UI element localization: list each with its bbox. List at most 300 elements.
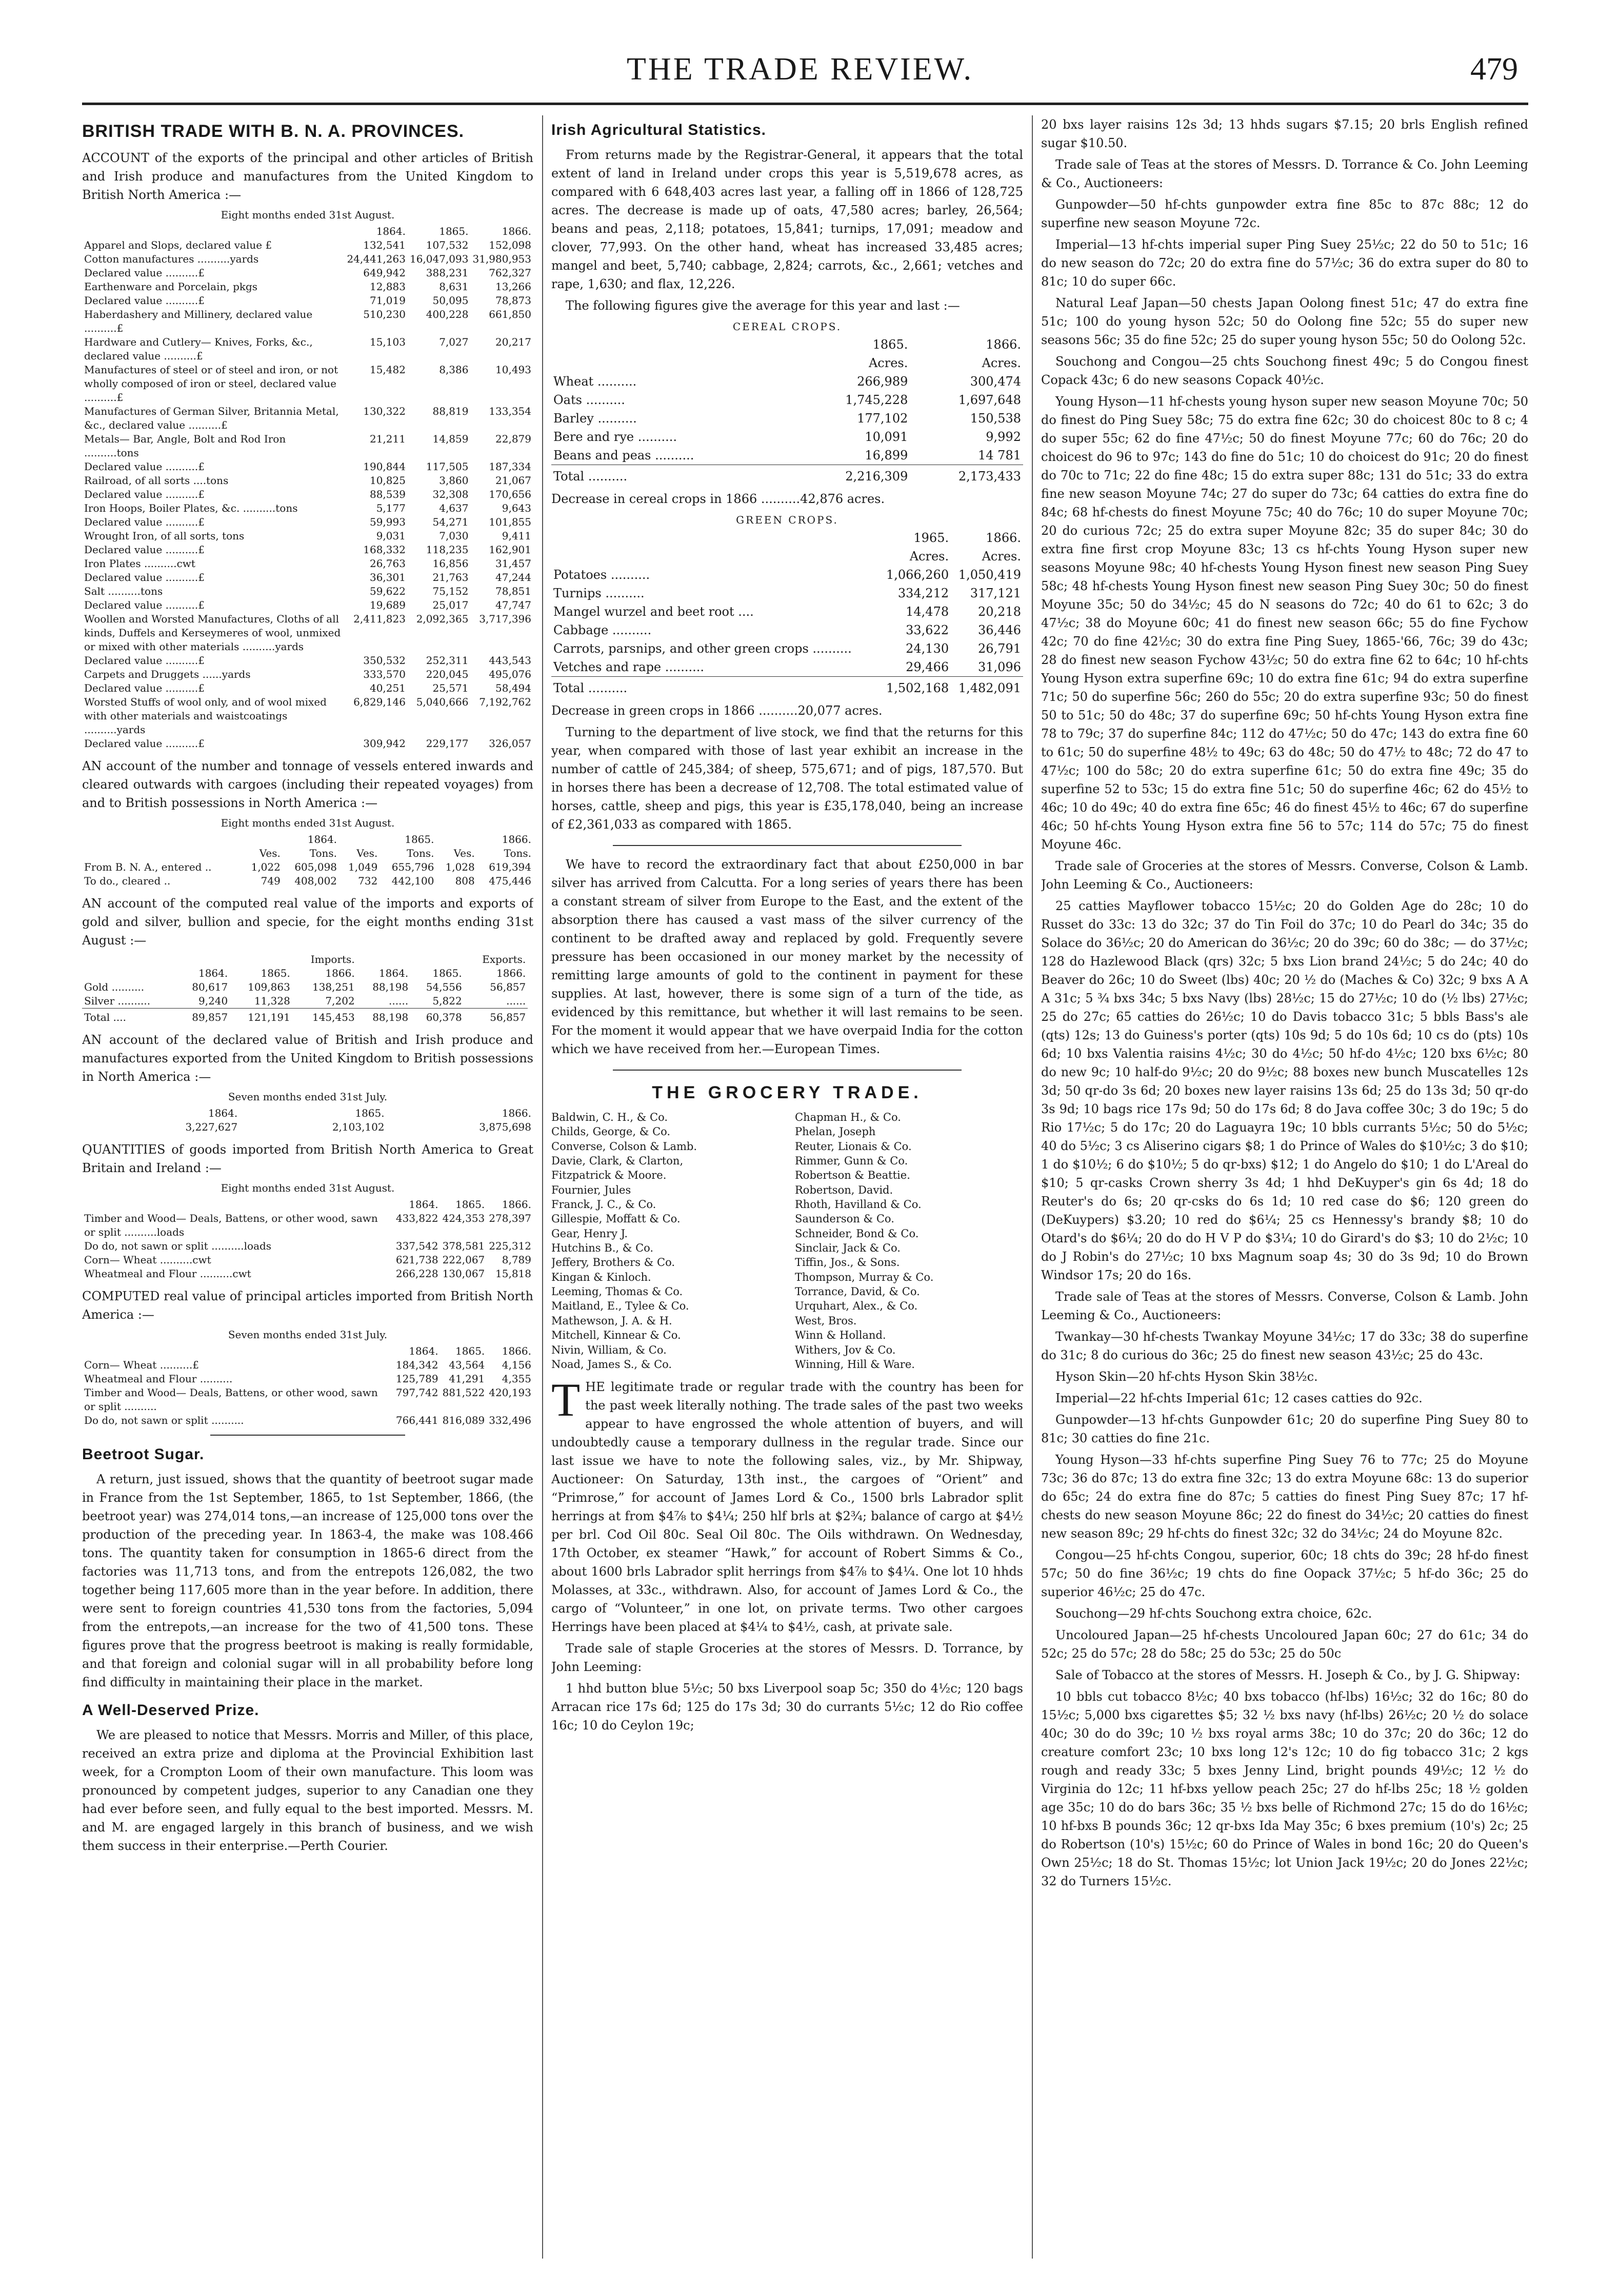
- table-row: [82, 557, 533, 571]
- declared-value-table: [82, 1106, 533, 1134]
- table-cell: 31,457: [495, 557, 531, 570]
- table-cell: 88,819: [432, 405, 469, 417]
- page-number: 479: [1470, 52, 1518, 87]
- table-cell: 162,901: [489, 543, 531, 556]
- table-cell: Declared value ..........£: [84, 543, 205, 556]
- table-row: [551, 639, 1023, 658]
- list-item: Baldwin, C. H., & Co.: [551, 1111, 668, 1123]
- table-cell: 21,067: [495, 474, 531, 487]
- table-cell: 1865.: [439, 225, 469, 237]
- table-row: [82, 860, 533, 874]
- table-cell: 278,397: [489, 1212, 531, 1224]
- table-cell: Tons.: [504, 847, 531, 859]
- table-cell: Vetches and rape ..........: [553, 660, 705, 674]
- table-cell: 1866.: [325, 967, 355, 979]
- table-row: [82, 1358, 533, 1372]
- beetroot-heading: Beetroot Sugar.: [82, 1446, 205, 1463]
- table-cell: 605,098: [294, 861, 337, 873]
- list-item: Torrance, David, & Co.: [795, 1285, 920, 1298]
- list-item: Gillespie, Moffatt & Co.: [551, 1213, 681, 1225]
- table-cell: 47,244: [495, 571, 531, 583]
- table-cell: 1,745,228: [845, 393, 908, 407]
- table-row: [82, 1106, 533, 1120]
- table-cell: Declared value ..........£: [84, 737, 205, 750]
- table-row: [82, 1239, 533, 1253]
- table-cell: 475,446: [489, 875, 531, 887]
- table-row: [82, 543, 533, 557]
- table-row: [82, 460, 533, 474]
- table-cell: 29,466: [906, 660, 949, 674]
- table-cell: [242, 833, 283, 847]
- cereal-crops-table: [551, 335, 1023, 486]
- table-cell: 118,235: [426, 543, 469, 556]
- table-row: [551, 658, 1023, 677]
- table-cell: 26,791: [978, 641, 1021, 656]
- table-row: [82, 252, 533, 266]
- table-row: [551, 584, 1023, 602]
- table-row: [82, 1414, 533, 1427]
- table-cell: Oats ..........: [553, 393, 625, 407]
- table-cell: 1866.: [502, 1107, 531, 1119]
- list-item: Tiffin, Jos., & Sons.: [795, 1256, 900, 1269]
- table-row: [82, 308, 533, 335]
- table-cell: 36,446: [978, 623, 1021, 637]
- table-row: [82, 1198, 533, 1212]
- table-cell: 1965.: [913, 531, 949, 545]
- table-cell: 1864.: [409, 1198, 438, 1211]
- table-cell: 130,067: [442, 1267, 485, 1280]
- table-cell: 125,789: [395, 1373, 438, 1385]
- table-cell: 252,311: [426, 654, 469, 667]
- table-cell: 9,031: [376, 530, 406, 542]
- table-cell: Wheat ..........: [553, 374, 637, 389]
- table-row: [82, 1372, 533, 1386]
- table-cell: 621,738: [395, 1254, 438, 1266]
- table-row: [82, 598, 533, 612]
- table-row: [82, 363, 533, 405]
- table-cell: 1866.: [986, 531, 1021, 545]
- table-cell: 749: [261, 875, 281, 887]
- table-cell: 1864.: [208, 1107, 238, 1119]
- table-row: [551, 354, 1023, 372]
- table-cell: 1865.: [872, 337, 908, 352]
- table-cell: 1,049: [348, 861, 378, 873]
- table-cell: Acres.: [982, 356, 1021, 370]
- table-cell: 1865.: [261, 967, 290, 979]
- table-cell: 350,532: [363, 654, 406, 667]
- table-cell: Do do, not sawn or split ..........: [84, 1414, 244, 1426]
- table-cell: 121,191: [230, 1009, 292, 1025]
- table-cell: [551, 354, 797, 372]
- table-cell: 1,482,091: [951, 677, 1023, 698]
- firms-list: [551, 1110, 1023, 1372]
- cereal-decrease: Decrease in cereal crops in 1866 ..........42,876 acres.: [551, 492, 885, 506]
- table-cell: 1865.: [455, 1198, 485, 1211]
- table-cell: [82, 1344, 394, 1358]
- table-cell: ......: [506, 995, 526, 1007]
- table-cell: 1866.: [986, 337, 1021, 352]
- table-cell: 7,027: [439, 336, 469, 348]
- table-cell: 25,017: [432, 599, 469, 611]
- table-cell: Mangel wurzel and beet root ....: [553, 605, 754, 619]
- list-item: Mathewson, J. A. & H.: [551, 1314, 672, 1327]
- table-cell: Silver ..........: [84, 995, 151, 1007]
- table-cell: Apparel and Slops, declared value £: [84, 239, 272, 251]
- table-cell: 808: [455, 875, 475, 887]
- table-row: [551, 677, 1023, 698]
- table-cell: Hardware and Cutlery— Knives, Forks, &c., declared value ..........£: [84, 336, 313, 362]
- table-cell: Declared value ..........£: [84, 294, 205, 307]
- table-row: [82, 1009, 533, 1025]
- table-cell: 7,202: [325, 995, 355, 1007]
- green-crops-title: GREEN CROPS.: [736, 514, 838, 526]
- table-cell: Wrought Iron, of all sorts, tons: [84, 530, 245, 542]
- table-cell: Declared value ..........£: [84, 267, 205, 279]
- table-cell: 1864.: [198, 967, 228, 979]
- table-cell: 317,121: [970, 586, 1021, 600]
- table-cell: 21,763: [432, 571, 469, 583]
- table-cell: [551, 335, 797, 354]
- table-cell: Manufactures of steel or of steel and iron, or not wholly composed of iron or steel, declared value ..........£: [84, 364, 338, 404]
- table-cell: [82, 225, 345, 238]
- list-item: Phelan, Joseph: [795, 1125, 876, 1138]
- table-cell: [82, 833, 242, 847]
- table-row: [82, 405, 533, 432]
- table-cell: 50,095: [432, 294, 469, 307]
- table-row: [551, 372, 1023, 391]
- table-cell: Iron Plates ..........cwt: [84, 557, 195, 570]
- column-3: [1041, 115, 1528, 2259]
- table-cell: 138,251: [312, 981, 355, 993]
- table-cell: 1,697,648: [958, 393, 1021, 407]
- computed-value-caption: Seven months ended 31st July.: [228, 1328, 388, 1341]
- exports-caption: Eight months ended 31st August.: [221, 209, 395, 221]
- table-cell: 10,825: [369, 474, 406, 487]
- table-row: [551, 409, 1023, 428]
- grocery-sale-intro: Trade sale of staple Groceries at the stores of Messrs. D. Torrance, by John Leeming:: [551, 1641, 1023, 1675]
- table-row: [82, 335, 533, 363]
- table-cell: 1866.: [502, 1198, 531, 1211]
- table-cell: Total ....: [82, 1009, 176, 1025]
- sale-paragraph: Gunpowder—13 hf-chts Gunpowder 61c; 20 do superfine Ping Suey 80 to 81c; 30 catties do fine 21c.: [1041, 1413, 1528, 1445]
- table-cell: 19,689: [369, 599, 406, 611]
- table-row: [82, 953, 533, 966]
- green-decrease: Decrease in green crops in 1866 ..........20,077 acres.: [551, 703, 883, 718]
- table-cell: 433,822: [395, 1212, 438, 1224]
- table-row: [82, 966, 533, 980]
- table-cell: 3,860: [439, 474, 469, 487]
- firms-list-right: [795, 1110, 1023, 1372]
- table-cell: 5,822: [432, 995, 462, 1007]
- table-cell: [528, 953, 533, 966]
- table-cell: 424,353: [442, 1212, 485, 1224]
- livestock-article: Turning to the department of live stock, we find that the returns for this year, when compared with those of last year exhibit an increase in the number of cattle of 245,384; of sheep, 575,671; and of pigs, 187,570. But in horses there has been a decrease of 12,708. The total estimated value of horses, cattle, sheep and pigs, this year is £35,178,040, being an increase of £2,361,033 as compared with 1865.: [551, 725, 1023, 832]
- table-cell: 732: [358, 875, 378, 887]
- green-crops-table: [551, 529, 1023, 697]
- table-cell: Tons.: [407, 847, 434, 859]
- table-cell: 109,863: [248, 981, 290, 993]
- list-item: Winn & Holland.: [795, 1329, 886, 1342]
- list-item: Davie, Clark, & Clarton,: [551, 1155, 684, 1167]
- table-cell: 16,899: [865, 448, 908, 462]
- list-item: Sinclair, Jack & Co.: [795, 1242, 901, 1255]
- table-cell: 1,066,260: [886, 568, 949, 582]
- table-cell: 333,570: [363, 668, 406, 680]
- table-cell: 6,829,146: [353, 696, 406, 708]
- table-cell: 56,857: [464, 1009, 528, 1025]
- table-row: [551, 547, 1023, 566]
- table-cell: [82, 1120, 93, 1134]
- section-rule: [613, 1070, 962, 1071]
- table-cell: 1864.: [409, 1345, 438, 1357]
- table-cell: Cabbage ..........: [553, 623, 652, 637]
- table-cell: Declared value ..........£: [84, 599, 205, 611]
- table-row: [82, 668, 533, 681]
- cereal-crops-title: CEREAL CROPS.: [732, 320, 842, 333]
- table-cell: 4,637: [439, 502, 469, 514]
- table-row: [551, 602, 1023, 621]
- table-cell: Carpets and Druggets ......yards: [84, 668, 251, 680]
- header-rule: [82, 103, 1528, 105]
- table-row: [82, 1344, 533, 1358]
- table-cell: Haberdashery and Millinery, declared value ..........£: [84, 308, 313, 334]
- table-cell: 1866.: [502, 225, 531, 237]
- table-cell: 3,717,396: [479, 613, 531, 625]
- firms-list-left: [551, 1110, 780, 1372]
- table-row: [551, 621, 1023, 639]
- table-cell: 9,643: [502, 502, 531, 514]
- table-cell: 495,076: [489, 668, 531, 680]
- list-item: Franck, J. C., & Co.: [551, 1198, 656, 1211]
- table-cell: 14,478: [906, 605, 949, 619]
- table-cell: Acres.: [982, 549, 1021, 563]
- table-cell: 619,394: [489, 861, 531, 873]
- table-cell: 54,271: [432, 516, 469, 528]
- list-item: Schneider, Bond & Co.: [795, 1227, 919, 1240]
- table-cell: Iron Hoops, Boiler Plates, &c. ..........tons: [84, 502, 298, 514]
- table-cell: 54,556: [426, 981, 462, 993]
- table-cell: 75,152: [432, 585, 469, 597]
- table-cell: Carrots, parsnips, and other green crops ..........: [553, 641, 852, 656]
- sale-paragraph: Imperial—22 hf-chts Imperial 61c; 12 cases catties do 92c.: [1055, 1391, 1423, 1405]
- table-cell: [339, 833, 379, 847]
- table-row: [551, 465, 1023, 486]
- list-item: Urquhart, Alex., & Co.: [795, 1300, 918, 1313]
- table-cell: 1866.: [502, 1345, 531, 1357]
- sale-paragraph: Natural Leaf Japan—50 chests Japan Oolong finest 51c; 47 do extra fine 51c; 100 do young hyson 52c; 50 do Oolong fine 52c; 55 do super new seasons 56c; 35 do fine 52c; 25 do super young hyson 55c; 50 do Oolong 52c.: [1041, 296, 1528, 347]
- computed-value-intro: COMPUTED real value of principal articles imported from British North America :—: [82, 1289, 533, 1322]
- table-cell: Metals— Bar, Angle, Bolt and Rod Iron ..........tons: [84, 433, 286, 459]
- table-cell: 1865.: [405, 833, 434, 845]
- table-cell: Declared value ..........£: [84, 516, 205, 528]
- section-rule: [613, 845, 962, 846]
- table-cell: Barley ..........: [553, 411, 637, 426]
- table-cell: 60,378: [410, 1009, 464, 1025]
- table-cell: From B. N. A., entered ..: [84, 861, 212, 873]
- table-row: [82, 501, 533, 515]
- table-cell: [551, 529, 878, 547]
- table-row: [551, 335, 1023, 354]
- sale-paragraph: Young Hyson—11 hf-chests young hyson super new season Moyune 70c; 50 do finest do Ping Suey 58c; 75 do extra fine 62c; 30 do choicest 80c to 8 c; 4 do super 55c; 62 do fine 47½c; 50 do finest Moyune 77c; 60 do 76c; 20 do choicest do 96 to 97c; 143 do fine do 51c; 10 do choicest do 91c; 20 do finest do 70c to 71c; 22 do fine 48c; 15 do extra super 88c; 131 do 51c; 33 do extra fine new season Moyune 74c; 27 do super do 73c; 64 catties do extra fine do 84c; 68 hf-chests do finest Moyune 75c; 40 do 76c; 10 do super Moyune 70c; 20 do curious 72c; 25 do extra super Moyune 82c; 35 do super 84c; 30 do extra fine first crop Moyune 83c; 13 cs hf-chts Young Hyson super new seasons Moyune 98c; 40 hf-chests Young Hyson finest new season Ping Suey 58c; 48 hf-chests Young Hyson finest new season Ping Suey 30c; 50 do finest Moyune 35c; 50 do 34½c; 45 do N seasons do 72c; 40 do 61 to 62c; 3 do 47½c; 38 do Moyune 60c; 41 do finest new season 66c; 55 do fine Fychow 42c; 70 do fine 42½c; 30 do extra fine Ping Suey, 1865-'66, 76c; 39 do 43c; 28 do finest new season Fychow 43½c; 50 do extra fine 62 to 64c; 10 hf-chts Young Hyson extra superfine 69c; 10 do extra fine 61c; 94 do extra superfine 71c; 50 do superfine 56c; 260 do 55c; 20 do extra superfine 93c; 50 do finest 50 to 51c; 50 do 48c; 37 do superfine 69c; 50 hf-chts Young Hyson extra fine 78 to 79c; 37 do superfine 84c; 112 do 47½c; 50 do 47c; 143 do extra fine 60 to 61c; 50 do superfine 48½ to 49c; 63 do 48c; 50 do 47½ to 48c; 72 do 47 to 47½c; 100 do 58c; 20 do extra superfine 61c; 50 do extra fine 49c; 35 do superfine 52 to 53c; 15 do extra fine 51c; 50 do superfine 46c; 62 do 45½ to 46c; 10 do 49c; 40 do extra fine 65c; 46 do finest 45½ to 46c; 67 do superfine 46c; 50 hf-chts Young Hyson extra fine 56 to 57c; 114 do 57c; 75 do finest Moyune 46c.: [1041, 394, 1528, 852]
- table-cell: Timber and Wood— Deals, Battens, or other wood, sawn or split ..........loads: [84, 1212, 378, 1238]
- table-cell: 16,856: [432, 557, 469, 570]
- declared-value-intro: AN account of the declared value of British and Irish produce and manufactures exported from the United Kingdom to British possessions in North America :—: [82, 1033, 533, 1084]
- table-cell: Acres.: [868, 356, 908, 370]
- table-cell: 1,050,419: [958, 568, 1021, 582]
- table-cell: 41,291: [449, 1373, 485, 1385]
- british-trade-heading: BRITISH TRADE WITH B. N. A. PROVINCES.: [82, 122, 465, 141]
- table-cell: 9,240: [198, 995, 228, 1007]
- list-item: Jeffery, Brothers & Co.: [551, 1256, 675, 1269]
- table-cell: 2,092,365: [416, 613, 469, 625]
- table-row: [82, 225, 533, 238]
- table-cell: 1864.: [378, 967, 409, 979]
- table-row: [551, 391, 1023, 409]
- bullion-intro: AN account of the computed real value of the imports and exports of gold and silver, bullion and specie, for the eight months ending 31st August :—: [82, 896, 533, 948]
- table-cell: 2,411,823: [353, 613, 406, 625]
- table-cell: 78,851: [495, 585, 531, 597]
- table-cell: 59,622: [369, 585, 406, 597]
- table-cell: 11,328: [254, 995, 290, 1007]
- table-cell: 12,883: [369, 280, 406, 293]
- computed-value-table: [82, 1344, 533, 1427]
- table-cell: Corn— Wheat ..........cwt: [84, 1254, 211, 1266]
- table-cell: 408,002: [294, 875, 337, 887]
- table-cell: 2,103,102: [332, 1121, 385, 1133]
- table-row: [551, 446, 1023, 465]
- sale-paragraph: Trade sale of Groceries at the stores of Messrs. Converse, Colson & Lamb. John Leeming & Co., Auctioneers:: [1041, 859, 1528, 892]
- table-cell: 443,543: [489, 654, 531, 667]
- table-cell: Exports.: [482, 953, 526, 965]
- table-cell: 14 781: [978, 448, 1021, 462]
- table-cell: 56,857: [490, 981, 526, 993]
- list-item: Fitzpatrick & Moore.: [551, 1169, 667, 1182]
- table-cell: 220,045: [426, 668, 469, 680]
- table-cell: [82, 1198, 394, 1212]
- table-cell: 78,873: [495, 294, 531, 307]
- table-cell: 1865.: [355, 1107, 385, 1119]
- table-cell: To do., cleared ..: [84, 875, 171, 887]
- table-cell: 420,193: [489, 1386, 531, 1399]
- table-cell: 1,028: [445, 861, 475, 873]
- table-cell: Declared value ..........£: [84, 460, 205, 473]
- table-cell: 510,230: [363, 308, 406, 320]
- table-cell: 150,538: [970, 411, 1021, 426]
- table-cell: 326,057: [489, 737, 531, 750]
- table-cell: 31,096: [978, 660, 1021, 674]
- table-row: [82, 488, 533, 501]
- table-cell: 3,875,698: [479, 1121, 531, 1133]
- table-cell: 5,177: [376, 502, 406, 514]
- table-cell: 43,564: [449, 1359, 485, 1371]
- table-cell: 14,859: [432, 433, 469, 445]
- table-row: [82, 1212, 533, 1239]
- table-row: [82, 681, 533, 695]
- table-cell: [410, 953, 464, 966]
- prize-heading: A Well-Deserved Prize.: [82, 1702, 259, 1719]
- column-2: [551, 115, 1023, 2259]
- column-divider-1: [542, 115, 543, 2259]
- sale-paragraph: Congou—25 hf-chts Congou, superior, 60c; 18 chts do 39c; 28 hf-do finest 57c; 50 do fine 36½c; 19 chts do fine Oopack 37½c; 5 hf-do 36c; 25 do superior 46½c; 25 do 47c.: [1041, 1548, 1528, 1599]
- irish-article-2: The following figures give the average for this year and last :—: [566, 298, 960, 313]
- irish-heading: Irish Agricultural Statistics.: [551, 122, 766, 138]
- table-cell: Manufactures of German Silver, Britannia Metal, &c., declared value ..........£: [84, 405, 339, 431]
- table-row: [82, 1267, 533, 1281]
- table-cell: 89,857: [176, 1009, 230, 1025]
- table-cell: 9,992: [986, 430, 1021, 444]
- table-cell: Potatoes ..........: [553, 568, 650, 582]
- vessels-table: [82, 833, 533, 888]
- table-cell: [82, 953, 176, 966]
- drop-cap: T: [551, 1374, 581, 1426]
- table-cell: 16,047,093: [409, 253, 469, 265]
- table-cell: 266,989: [857, 374, 908, 389]
- table-row: [82, 294, 533, 308]
- table-cell: 816,089: [442, 1414, 485, 1426]
- table-cell: Wheatmeal and Flour ..........: [84, 1373, 233, 1385]
- table-cell: 300,474: [970, 374, 1021, 389]
- table-cell: 1865.: [455, 1345, 485, 1357]
- table-cell: Woollen and Worsted Manufactures, Cloths of all kinds, Duffels and Kerseymeres of wool, unmixed or mixed with other materials ..........yards: [84, 613, 341, 653]
- table-cell: 170,656: [489, 488, 531, 500]
- table-cell: 8,789: [502, 1254, 531, 1266]
- table-cell: 184,342: [395, 1359, 438, 1371]
- table-cell: ......: [389, 995, 409, 1007]
- table-cell: 334,212: [897, 586, 949, 600]
- table-cell: [82, 966, 176, 980]
- exports-table: [82, 225, 533, 751]
- table-cell: 655,796: [391, 861, 434, 873]
- table-row: [82, 695, 533, 737]
- sale-paragraph: Twankay—30 hf-chests Twankay Moyune 34½c; 17 do 33c; 38 do superfine do 31c; 8 do curious do 36c; 25 do finest new season 43½c; 25 do 43c.: [1041, 1330, 1528, 1362]
- list-item: Noad, James S., & Co.: [551, 1358, 672, 1371]
- table-cell: 168,332: [363, 543, 406, 556]
- table-cell: 225,312: [489, 1240, 531, 1252]
- table-row: [82, 280, 533, 294]
- vessels-caption: Eight months ended 31st August.: [221, 817, 395, 829]
- sale-paragraph: 10 bbls cut tobacco 8½c; 40 bxs tobacco (hf-lbs) 16½c; 32 do 16c; 80 do 15½c; 5,000 bxs cigarettes $5; 32 ½ bxs navy (hf-lbs) 26½c; 20 ½ do solace 40c; 30 do do 39c; 10 ½ bxs royal arms 38c; 10 do 37c; 20 do 36c; 12 do creature comfort 23c; 10 bxs long 12's 12c; 10 do fig tobacco 31c; 2 kgs rough and ready 33c; 5 bxes Jenny Lind, bright pounds 49½c; 12 ½ do Virginia do 12c; 11 hf-bxs yellow peach 25c; 27 do hf-lbs 25c; 18 ½ golden age 35c; 10 do do bars 36c; 35 ½ bxs belle of Richmond 27c; 15 do do 16½c; 10 hf-bxs B pounds 36c; 12 qr-bxs Ida May 35c; 6 bxes premium (10's) 2c; 25 do Robertson (10's) 15½c; 60 do Prince of Wales in bond 16c; 20 do Queen's Own 25½c; 18 do St. Thomas 15½c; lot Union Jack 19½c; 20 do Jones 22½c; 32 do Turners 15½c.: [1041, 1689, 1528, 1888]
- vessels-intro: AN account of the number and tonnage of vessels entered inwards and cleared outwards with cargoes (including their repeated voyages) from and to British possessions in North America :—: [82, 759, 533, 810]
- section-rule: [210, 1435, 405, 1436]
- table-cell: 187,334: [489, 460, 531, 473]
- table-cell: 47,747: [495, 599, 531, 611]
- table-cell: 32,308: [432, 488, 469, 500]
- table-cell: 58,494: [495, 682, 531, 694]
- table-cell: Worsted Stuffs of wool only, and of wool mixed with other materials and waistcoatings ..........yards: [84, 696, 327, 736]
- table-cell: Bere and rye ..........: [553, 430, 677, 444]
- table-cell: 24,441,263: [347, 253, 406, 265]
- list-item: Saunderson & Co.: [795, 1213, 894, 1225]
- table-cell: [436, 833, 477, 847]
- prize-article: We are pleased to notice that Messrs. Morris and Miller, of this place, received an extra prize and diploma at the Provincial Exhibition last week, for a Crompton Loom of their own manufacture. This loom was pronounced by competent judges, superior to any Canadian one they had ever before seen, and fully equal to the best imported. Messrs. M. and M. are engaged largely in this branch of business, and we wish them success in their enterprise.—Perth Courier.: [82, 1728, 533, 1853]
- table-row: [551, 566, 1023, 584]
- table-cell: 22,879: [495, 433, 531, 445]
- quantities-caption: Eight months ended 31st August.: [221, 1182, 395, 1194]
- sale-paragraph: Young Hyson—33 hf-chts superfine Ping Suey 76 to 77c; 25 do Moyune 73c; 36 do 87c; 13 do extra fine 32c; 13 do extra Moyune 68c: 13 do superior do 65c; 24 do extra fine do 87c; 5 catties do finest Ping Suey 87c; 17 hf-chests do new season Moyune 86c; 22 do finest do 34½c; 20 catties do finest new season 89c; 29 hf-chts do finest 32c; 32 do 34½c; 24 do Moyune 82c.: [1041, 1453, 1528, 1541]
- table-row: [82, 654, 533, 668]
- table-cell: Declared value ..........£: [84, 654, 205, 667]
- table-cell: 15,103: [369, 336, 406, 348]
- list-item: Kingan & Kinloch.: [551, 1271, 651, 1283]
- list-item: Converse, Colson & Lamb.: [551, 1140, 697, 1153]
- list-item: Winning, Hill & Ware.: [795, 1358, 915, 1371]
- table-cell: [176, 953, 230, 966]
- table-row: [551, 529, 1023, 547]
- table-cell: 88,198: [357, 1009, 411, 1025]
- table-cell: 797,742: [395, 1386, 438, 1399]
- table-cell: 10,493: [495, 364, 531, 376]
- table-cell: 661,850: [489, 308, 531, 320]
